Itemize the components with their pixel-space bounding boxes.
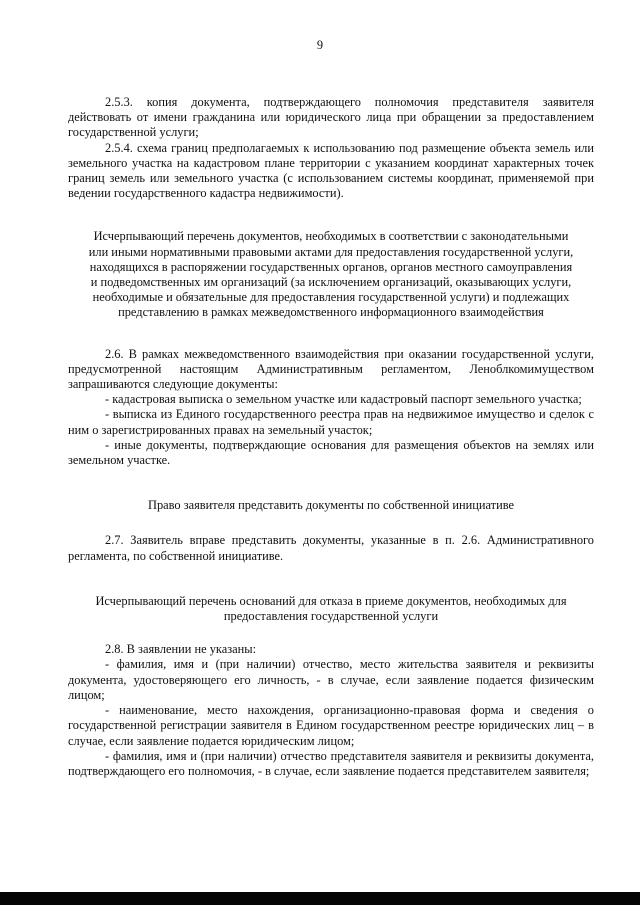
paragraph-2-6: 2.6. В рамках межведомственного взаимодействия при оказании государственной услуги, предусмотренной настоящим Административным регламентом, Леноблкомимуществом запрашиваются следующие документы:: [68, 346, 594, 392]
list-item: - иные документы, подтверждающие основания для размещения объектов на землях или земельном участке.: [68, 437, 594, 468]
section-heading-document-list: Исчерпывающий перечень документов, необходимых в соответствии с законодательными или иными нормативными правовыми актами для предоставления государственной услуги, находящихся в распоряжении государственных органов, органов местного самоуправления и подведомственных им организаций (за исключением организаций, оказывающих услуги, необходимые и обязательные для предоставления государственной услуги) и подлежащих представлению в рамках межведомственного информационного взаимодействия: [88, 229, 574, 320]
paragraph-2-5-4: 2.5.4. схема границ предполагаемых к использованию под размещение объекта земель или земельного участка на кадастровом плане территории с указанием координат характерных точек границ земель или земельного участка (с использованием системы координат, применяемой при ведении государственного кадастра недвижимости).: [68, 140, 594, 201]
paragraph-2-5-3: 2.5.3. копия документа, подтверждающего полномочия представителя заявителя действовать от имени гражданина или юридического лица при обращении за предоставлением государственной услуги;: [68, 95, 594, 140]
paragraph-2-8: 2.8. В заявлении не указаны:: [105, 642, 257, 657]
paragraph-2-7: 2.7. Заявитель вправе представить документы, указанные в п. 2.6. Административного регламента, по собственной инициативе.: [68, 533, 594, 563]
list-item: - выписка из Единого государственного реестра прав на недвижимое имущество и сделок с ним о зарегистрированных правах на земельный участок;: [68, 407, 594, 437]
list-item: - наименование, место нахождения, организационно-правовая форма и сведения о государственной регистрации заявителя в Едином государственном реестре юридических лиц – в случае, если заявление подается юридическим лицом;: [68, 703, 594, 748]
list-item: - фамилия, имя и (при наличии) отчество представителя заявителя и реквизиты документа, подтверждающего его полномочия, - в случае, если заявление подается представителем заявителя;: [68, 748, 594, 778]
list-item: - кадастровая выписка о земельном участке или кадастровый паспорт земельного участка;: [105, 392, 582, 407]
scan-border-bar: [0, 892, 640, 905]
page-number: 9: [316, 38, 324, 52]
section-heading-own-initiative: Право заявителя представить документы по собственной инициативе: [148, 498, 514, 513]
document-body: [68, 95, 594, 779]
list-item: - фамилия, имя и (при наличии) отчество, место жительства заявителя и реквизиты документа, удостоверяющего его личность, - в случае, если заявление подается физическим лицом;: [68, 657, 594, 702]
section-heading-refusal-grounds: Исчерпывающий перечень оснований для отказа в приеме документов, необходимых для предоставления государственной услуги: [95, 593, 567, 624]
